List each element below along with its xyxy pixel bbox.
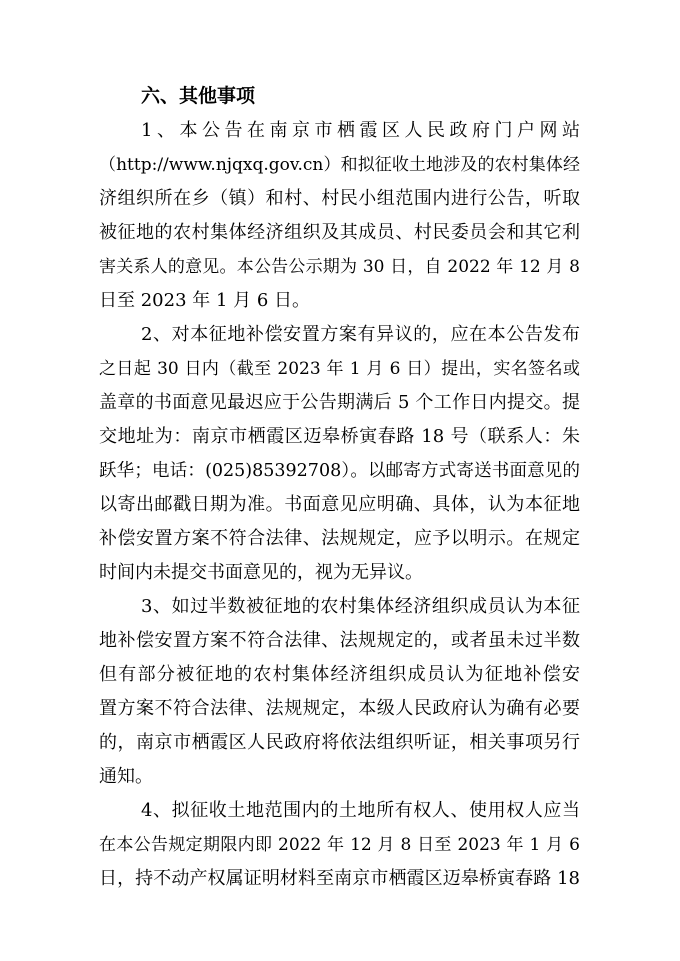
paragraph-2-line-5: 跃华；电话：(025)85392708）。以邮寄方式寄送书面意见的 [99,461,580,481]
paragraph-4-line-3: 日，持不动产权属证明材料至南京市栖霞区迈皋桥寅春路 18 [99,868,580,889]
paragraph-1-line-2: （http://www.njqxq.gov.cn）和拟征收土地涉及的农村集体经 [99,155,580,175]
paragraph-1-line-6: 日至 2023 年 1 月 6 日。 [99,290,311,311]
paragraph-1-line-3: 济组织所在乡（镇）和村、村民小组范围内进行公告，听取 [99,188,580,209]
paragraph-2-line-2: 之日起 30 日内（截至 2023 年 1 月 6 日）提出，实名签名或 [99,359,580,379]
section-heading: 六、其他事项 [141,85,256,107]
paragraph-1-line-1: 1、本公告在南京市栖霞区人民政府门户网站 [141,120,580,141]
paragraph-2-line-3: 盖章的书面意见最迟应于公告期满后 5 个工作日内提交。提 [99,392,580,413]
paragraph-3-line-5: 的，南京市栖霞区人民政府将依法组织听证，相关事项另行 [99,732,580,753]
paragraph-4-line-1: 4、拟征收土地范围内的土地所有权人、使用权人应当 [141,800,580,821]
paragraph-2-line-1: 2、对本征地补偿安置方案有异议的，应在本公告发布 [141,324,580,345]
paragraph-3-line-1: 3、如过半数被征地的农村集体经济组织成员认为本征 [141,596,580,617]
paragraph-1-line-4: 被征地的农村集体经济组织及其成员、村民委员会和其它利 [99,222,580,243]
paragraph-1-line-5: 害关系人的意见。本公告公示期为 30 日，自 2022 年 12 月 8 [99,257,580,277]
paragraph-3-line-6: 通知。 [99,766,153,787]
paragraph-3-line-3: 但有部分被征地的农村集体经济组织成员认为征地补偿安 [99,664,580,685]
paragraph-2-line-8: 时间内未提交书面意见的，视为无异议。 [99,562,423,583]
paragraph-2-line-4: 交地址为：南京市栖霞区迈皋桥寅春路 18 号（联系人：朱 [99,426,580,447]
paragraph-3-line-2: 地补偿安置方案不符合法律、法规规定的，或者虽未过半数 [99,630,580,651]
paragraph-4-line-2: 在本公告规定期限内即 2022 年 12 月 8 日至 2023 年 1 月 6 [99,835,580,855]
paragraph-3-line-4: 置方案不符合法律、法规规定，本级人民政府认为确有必要 [99,698,580,719]
paragraph-2-line-7: 补偿安置方案不符合法律、法规规定，应予以明示。在规定 [99,528,580,549]
paragraph-2-line-6: 以寄出邮戳日期为准。书面意见应明确、具体，认为本征地 [99,494,580,515]
